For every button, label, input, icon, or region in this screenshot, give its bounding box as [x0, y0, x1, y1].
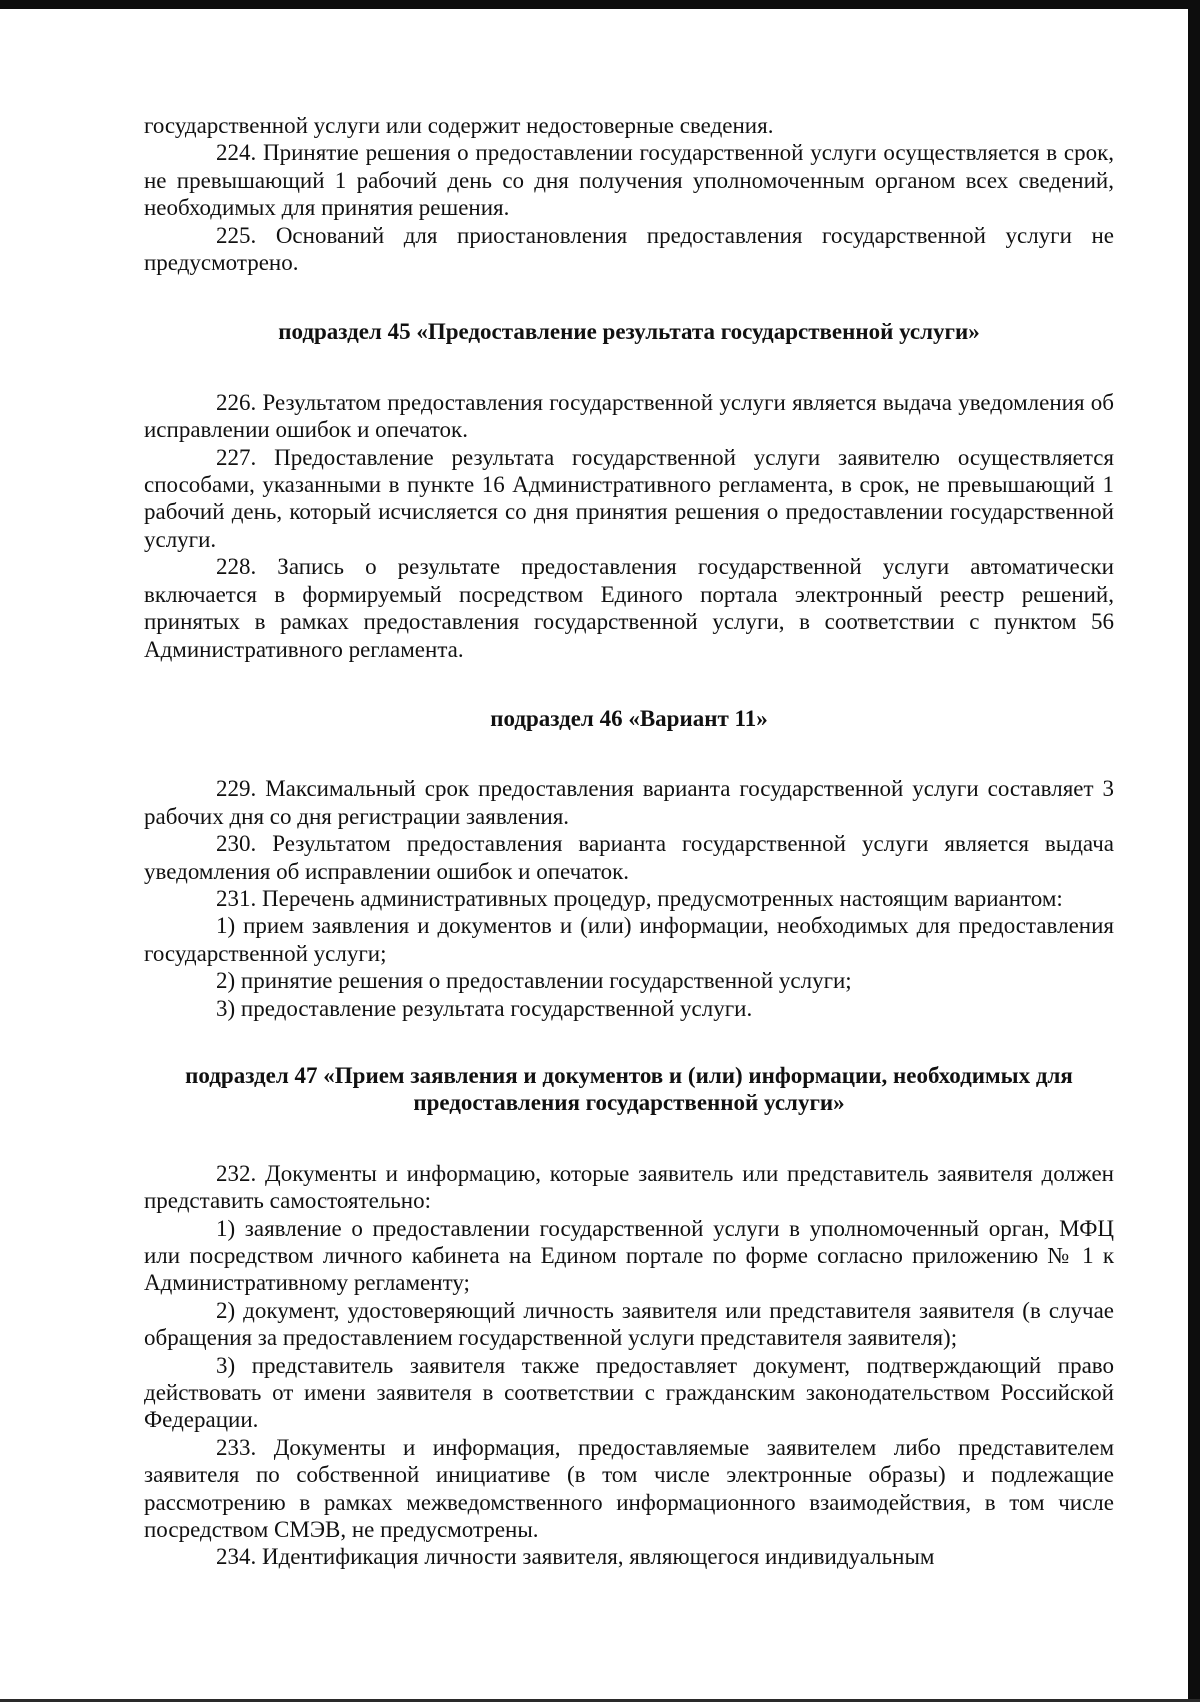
subsection-46-heading: подраздел 46 «Вариант 11» — [490, 705, 768, 731]
paragraph-231-item-1: 1) прием заявления и документов и (или) информации, необходимых для предоставления государственной услуги; — [144, 913, 1114, 966]
spacer — [144, 663, 1114, 705]
subsection-47-heading-line-1: подраздел 47 «Прием заявления и документов и (или) информации, необходимых для — [185, 1062, 1073, 1088]
paragraph-227: 227. Предоставление результата государственной услуги заявителю осуществляется способами, указанными в пункте 16 Административного регламента, в срок, не превышающий 1 рабочий день, который исчисляется со дня принятия решения о предоставлении государственной услуги. — [144, 444, 1114, 552]
paragraph-continuation: государственной услуги или содержит недостоверные сведения. — [144, 113, 774, 138]
scan-border-right — [1188, 0, 1200, 1702]
spacer — [144, 1022, 1114, 1062]
paragraph-232-item-1: 1) заявление о предоставлении государственной услуги в уполномоченный орган, МФЦ или посредством личного кабинета на Едином портале по форме согласно приложению № 1 к Административному регламенту; — [144, 1215, 1114, 1296]
paragraph-232-item-2: 2) документ, удостоверяющий личность заявителя или представителя заявителя (в случае обращения за предоставлением государственной услуги представителя заявителя); — [144, 1297, 1114, 1351]
paragraph-230: 230. Результатом предоставления варианта государственной услуги является выдача уведомления об исправлении ошибок и опечаток. — [144, 831, 1114, 884]
paragraph-229: 229. Максимальный срок предоставления варианта государственной услуги составляет 3 рабочих дня со дня регистрации заявления. — [144, 776, 1114, 829]
spacer — [144, 276, 1114, 318]
subsection-47-heading-line-2: предоставления государственной услуги» — [413, 1090, 845, 1116]
scan-border-top — [0, 0, 1200, 9]
paragraph-225: 225. Оснований для приостановления предоставления государственной услуги не предусмотрено. — [144, 222, 1114, 276]
paragraph-231-item-2: 2) принятие решения о предоставлении государственной услуги; — [216, 968, 852, 994]
subsection-47-heading — [144, 1062, 1114, 1117]
spacer — [144, 732, 1114, 775]
paragraph-226: 226. Результатом предоставления государственной услуги является выдача уведомления об исправлении ошибок и опечаток. — [144, 389, 1114, 443]
subsection-45-heading: подраздел 45 «Предоставление результата государственной услуги» — [278, 319, 980, 345]
paragraph-234: 234. Идентификация личности заявителя, являющегося индивидуальным — [216, 1544, 935, 1570]
spacer — [144, 1117, 1114, 1160]
paragraph-232: 232. Документы и информацию, которые заявитель или представитель заявителя должен представить самостоятельно: — [144, 1160, 1114, 1214]
spacer — [144, 346, 1114, 389]
document-page — [144, 112, 1114, 1571]
paragraph-232-item-3: 3) представитель заявителя также предоставляет документ, подтверждающий право действовать от имени заявителя в соответствии с гражданским законодательством Российской Федерации. — [144, 1352, 1114, 1433]
paragraph-231-item-3: 3) предоставление результата государственной услуги. — [216, 995, 753, 1021]
paragraph-224: 224. Принятие решения о предоставлении государственной услуги осуществляется в срок, не превышающий 1 рабочий день со дня получения уполномоченным органом всех сведений, необходимых для принятия решения. — [144, 140, 1114, 221]
paragraph-233: 233. Документы и информация, предоставляемые заявителем либо представителем заявителя по собственной инициативе (в том числе электронные образы) и подлежащие рассмотрению в рамках межведомственного информационного взаимодействия, в том числе посредством СМЭВ, не предусмотрены. — [144, 1434, 1114, 1543]
paragraph-231: 231. Перечень административных процедур, предусмотренных настоящим вариантом: — [216, 885, 1063, 911]
paragraph-228: 228. Запись о результате предоставления государственной услуги автоматически включается в формируемый посредством Единого портала электронный реестр решений, принятых в рамках предоставления государственной услуги, в соответствии с пунктом 56 Административного регламента. — [144, 554, 1114, 662]
